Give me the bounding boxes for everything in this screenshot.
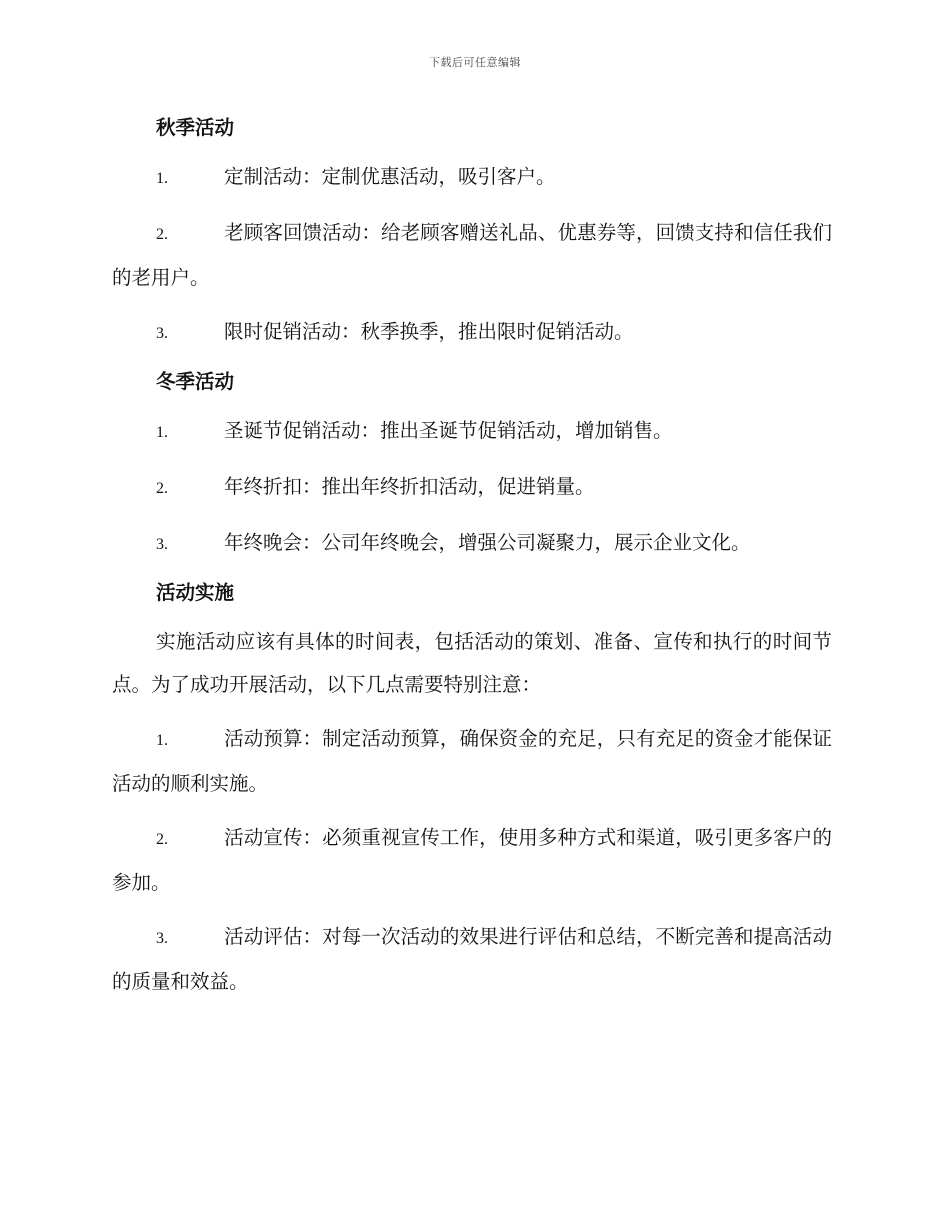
- section-heading: 活动实施: [156, 581, 235, 604]
- list-item: [112, 409, 832, 454]
- list-item: [112, 521, 832, 566]
- body-paragraph: 实施活动应该有具体的时间表，包括活动的策划、准备、宣传和执行的时间节点。为了成功开展活动，以下几点需要特别注意：: [112, 630, 832, 696]
- list-item-text: 活动评估：对每一次活动的效果进行评估和总结，不断完善和提高活动的质量和效益。: [112, 925, 832, 993]
- list-item-text: 活动预算：制定活动预算，确保资金的充足，只有充足的资金才能保证活动的顺利实施。: [112, 727, 832, 795]
- list-item: [112, 310, 832, 355]
- list-item-text: 年终晚会：公司年终晚会，增强公司凝聚力，展示企业文化。: [224, 531, 751, 554]
- list-number: 2.: [156, 480, 168, 497]
- section-winter-activities: [112, 366, 832, 566]
- list-item: [112, 816, 832, 904]
- list-item-text: 老顾客回馈活动：给老顾客赠送礼品、优惠券等，回馈支持和信任我们的老用户。: [112, 221, 832, 289]
- list-item-text: 限时促销活动：秋季换季，推出限时促销活动。: [224, 320, 634, 343]
- list-item-text: 活动宣传：必须重视宣传工作，使用多种方式和渠道，吸引更多客户的参加。: [112, 826, 832, 894]
- list-item-text: 圣诞节促销活动：推出圣诞节促销活动，增加销售。: [224, 419, 673, 442]
- list-item: [112, 211, 832, 299]
- list-item-text: 定制活动：定制优惠活动，吸引客户。: [224, 165, 556, 188]
- list-item: [112, 717, 832, 805]
- list-number: 1.: [156, 170, 168, 187]
- list-item: [112, 915, 832, 1003]
- list-number: 1.: [156, 424, 168, 441]
- list-number: 2.: [156, 831, 168, 848]
- list-number: 3.: [156, 325, 168, 342]
- list-number: 2.: [156, 226, 168, 243]
- list-number: 3.: [156, 536, 168, 553]
- section-autumn-activities: [112, 112, 832, 355]
- section-heading: 秋季活动: [156, 116, 235, 139]
- list-number: 1.: [156, 732, 168, 749]
- section-heading: 冬季活动: [156, 370, 235, 393]
- list-item: [112, 465, 832, 510]
- page-header-note: 下载后可任意编辑: [429, 56, 521, 69]
- list-item-text: 年终折扣：推出年终折扣活动，促进销量。: [224, 475, 595, 498]
- list-item: [112, 155, 832, 200]
- list-number: 3.: [156, 930, 168, 947]
- section-activity-implementation: [112, 577, 832, 1003]
- document-body: [112, 112, 832, 1003]
